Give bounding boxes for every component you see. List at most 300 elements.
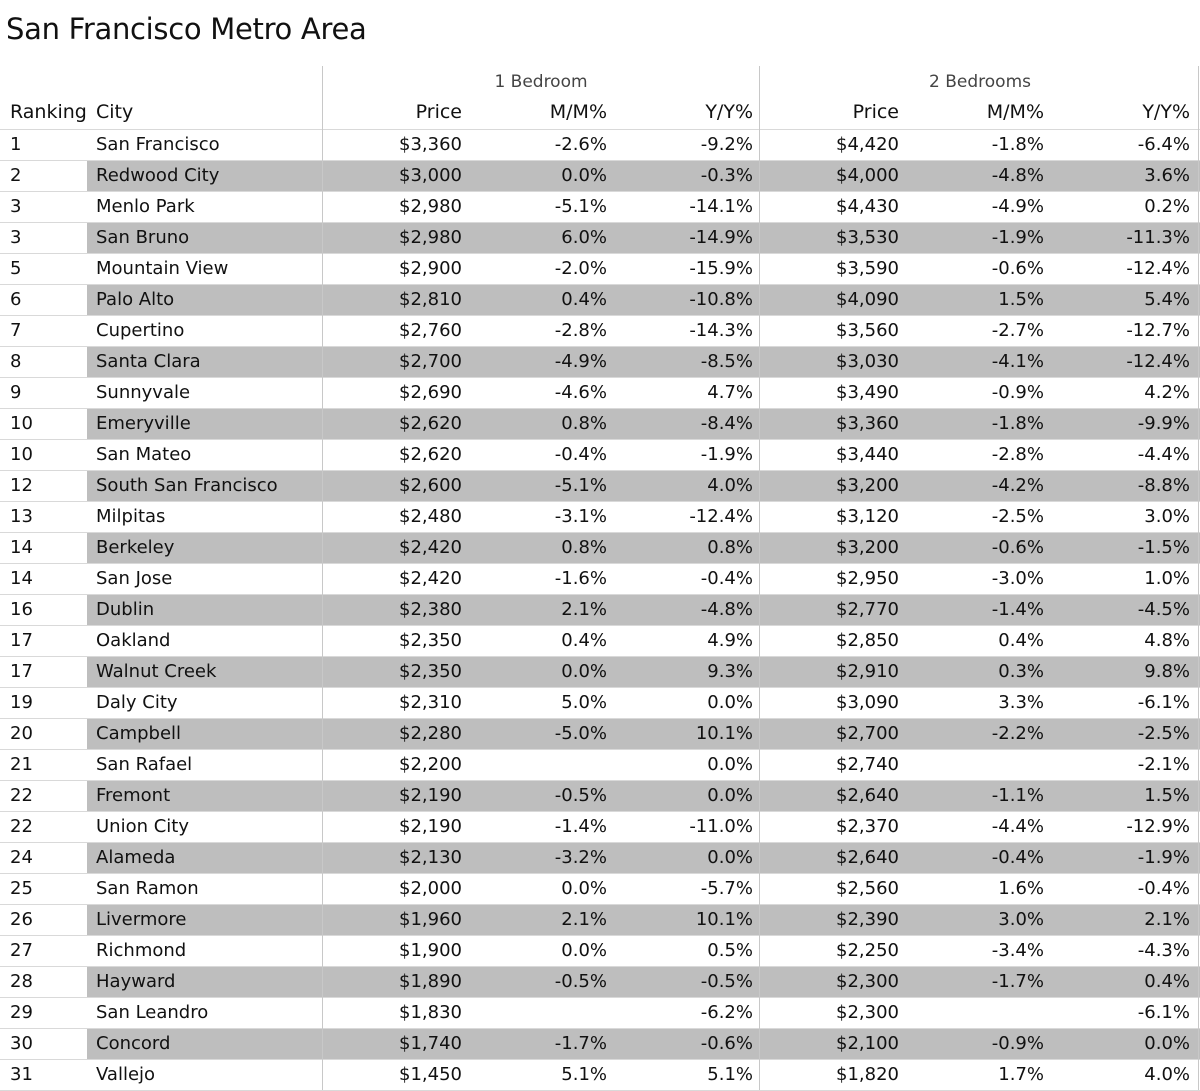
cell-city: San Leandro	[96, 1002, 209, 1023]
cell-price-2br: $2,910	[836, 661, 899, 682]
row-divider	[0, 904, 1200, 905]
cell-yy-2br: -6.4%	[1137, 134, 1190, 155]
cell-price-2br: $3,490	[836, 382, 899, 403]
cell-price-1br: $3,360	[399, 134, 462, 155]
cell-mm-1br: -0.4%	[554, 444, 607, 465]
cell-ranking: 22	[10, 816, 33, 837]
table-row	[0, 346, 1200, 377]
row-divider	[0, 780, 1200, 781]
cell-city: Alameda	[96, 847, 176, 868]
cell-mm-2br: -3.0%	[991, 568, 1044, 589]
cell-price-2br: $1,820	[836, 1064, 899, 1085]
table-row	[0, 904, 1200, 935]
column-divider	[759, 66, 760, 1090]
cell-ranking: 16	[10, 599, 33, 620]
cell-ranking: 24	[10, 847, 33, 868]
cell-ranking: 19	[10, 692, 33, 713]
cell-city: Walnut Creek	[96, 661, 217, 682]
cell-ranking: 17	[10, 630, 33, 651]
table-row	[0, 408, 1200, 439]
header-yy-1br: Y/Y%	[705, 101, 753, 123]
cell-mm-1br: -5.1%	[554, 475, 607, 496]
table-row	[0, 501, 1200, 532]
cell-ranking: 20	[10, 723, 33, 744]
cell-mm-2br: -4.1%	[991, 351, 1044, 372]
table-row	[0, 129, 1200, 160]
table-row	[0, 718, 1200, 749]
cell-yy-1br: 4.9%	[707, 630, 753, 651]
table-row	[0, 873, 1200, 904]
cell-mm-1br: -0.5%	[554, 971, 607, 992]
table-row	[0, 315, 1200, 346]
cell-price-1br: $2,000	[399, 878, 462, 899]
cell-price-2br: $3,120	[836, 506, 899, 527]
cell-city: San Mateo	[96, 444, 192, 465]
cell-mm-1br: -2.6%	[554, 134, 607, 155]
cell-yy-2br: -8.8%	[1137, 475, 1190, 496]
cell-ranking: 21	[10, 754, 33, 775]
cell-yy-1br: -12.4%	[689, 506, 753, 527]
row-divider	[0, 470, 1200, 471]
cell-mm-2br: -2.2%	[991, 723, 1044, 744]
cell-mm-2br: 3.3%	[998, 692, 1044, 713]
table-row	[0, 842, 1200, 873]
cell-yy-1br: -1.9%	[700, 444, 753, 465]
cell-price-1br: $2,420	[399, 537, 462, 558]
row-divider	[0, 315, 1200, 316]
cell-price-1br: $2,700	[399, 351, 462, 372]
cell-price-1br: $2,200	[399, 754, 462, 775]
cell-price-2br: $2,640	[836, 847, 899, 868]
cell-yy-2br: -4.5%	[1137, 599, 1190, 620]
cell-city: Emeryville	[96, 413, 191, 434]
cell-mm-2br: -0.9%	[991, 382, 1044, 403]
cell-price-2br: $2,300	[836, 1002, 899, 1023]
row-divider	[0, 656, 1200, 657]
row-divider	[0, 563, 1200, 564]
cell-mm-2br: -4.4%	[991, 816, 1044, 837]
table-row	[0, 439, 1200, 470]
cell-price-1br: $2,420	[399, 568, 462, 589]
cell-city: Sunnyvale	[96, 382, 191, 403]
table-row	[0, 749, 1200, 780]
row-divider	[0, 718, 1200, 719]
row-divider	[0, 408, 1200, 409]
cell-city: Redwood City	[96, 165, 220, 186]
cell-ranking: 12	[10, 475, 33, 496]
row-divider	[0, 1028, 1200, 1029]
cell-yy-2br: 3.0%	[1144, 506, 1190, 527]
cell-price-2br: $3,090	[836, 692, 899, 713]
cell-price-1br: $1,830	[399, 1002, 462, 1023]
cell-ranking: 6	[10, 289, 22, 310]
cell-price-2br: $3,200	[836, 475, 899, 496]
cell-mm-1br: 0.4%	[561, 630, 607, 651]
cell-ranking: 25	[10, 878, 33, 899]
cell-city: Livermore	[96, 909, 187, 930]
table-row	[0, 656, 1200, 687]
cell-yy-2br: -9.9%	[1137, 413, 1190, 434]
cell-yy-2br: -12.4%	[1126, 258, 1190, 279]
cell-price-2br: $2,390	[836, 909, 899, 930]
cell-price-2br: $2,770	[836, 599, 899, 620]
cell-city: Mountain View	[96, 258, 229, 279]
cell-price-1br: $1,890	[399, 971, 462, 992]
cell-mm-1br: 5.0%	[561, 692, 607, 713]
row-divider	[0, 284, 1200, 285]
cell-yy-1br: -8.5%	[700, 351, 753, 372]
table-row	[0, 811, 1200, 842]
row-divider	[0, 191, 1200, 192]
cell-yy-1br: -9.2%	[700, 134, 753, 155]
table-row	[0, 780, 1200, 811]
cell-yy-1br: -14.3%	[689, 320, 753, 341]
cell-yy-1br: -5.7%	[700, 878, 753, 899]
table-row	[0, 563, 1200, 594]
cell-mm-2br: -0.6%	[991, 258, 1044, 279]
cell-mm-2br: -1.9%	[991, 227, 1044, 248]
cell-yy-1br: 0.0%	[707, 754, 753, 775]
header-mm-2br: M/M%	[986, 101, 1044, 123]
cell-mm-1br: -5.1%	[554, 196, 607, 217]
cell-price-2br: $2,250	[836, 940, 899, 961]
cell-price-2br: $2,300	[836, 971, 899, 992]
cell-yy-2br: 0.2%	[1144, 196, 1190, 217]
cell-mm-2br: -0.9%	[991, 1033, 1044, 1054]
cell-ranking: 2	[10, 165, 22, 186]
cell-yy-2br: 1.5%	[1144, 785, 1190, 806]
table-row	[0, 284, 1200, 315]
cell-city: Concord	[96, 1033, 171, 1054]
cell-yy-2br: 4.0%	[1144, 1064, 1190, 1085]
table-row	[0, 377, 1200, 408]
cell-city: Fremont	[96, 785, 171, 806]
cell-price-1br: $2,350	[399, 661, 462, 682]
cell-price-2br: $3,200	[836, 537, 899, 558]
cell-mm-1br: 2.1%	[561, 909, 607, 930]
cell-price-2br: $2,560	[836, 878, 899, 899]
cell-mm-1br: -2.0%	[554, 258, 607, 279]
row-divider	[0, 997, 1200, 998]
cell-price-1br: $2,980	[399, 227, 462, 248]
cell-price-1br: $2,980	[399, 196, 462, 217]
cell-yy-2br: 2.1%	[1144, 909, 1190, 930]
cell-city: Oakland	[96, 630, 171, 651]
cell-mm-2br: 1.6%	[998, 878, 1044, 899]
cell-ranking: 14	[10, 537, 33, 558]
cell-yy-1br: -0.3%	[700, 165, 753, 186]
row-divider	[0, 842, 1200, 843]
cell-ranking: 28	[10, 971, 33, 992]
table-row	[0, 160, 1200, 191]
header-yy-2br: Y/Y%	[1142, 101, 1190, 123]
cell-mm-2br: -1.8%	[991, 413, 1044, 434]
cell-city: Hayward	[96, 971, 176, 992]
cell-city: Menlo Park	[96, 196, 195, 217]
cell-city: San Rafael	[96, 754, 193, 775]
row-divider	[0, 253, 1200, 254]
cell-city: Daly City	[96, 692, 178, 713]
table-row	[0, 625, 1200, 656]
cell-mm-1br: -4.9%	[554, 351, 607, 372]
table-row	[0, 935, 1200, 966]
cell-price-1br: $1,450	[399, 1064, 462, 1085]
row-divider	[0, 966, 1200, 967]
row-divider	[0, 160, 1200, 161]
cell-price-2br: $2,740	[836, 754, 899, 775]
cell-yy-2br: -2.5%	[1137, 723, 1190, 744]
cell-yy-2br: -2.1%	[1137, 754, 1190, 775]
cell-mm-1br: 5.1%	[561, 1064, 607, 1085]
cell-mm-2br: -2.7%	[991, 320, 1044, 341]
cell-yy-2br: 4.2%	[1144, 382, 1190, 403]
row-divider	[0, 811, 1200, 812]
cell-price-1br: $2,620	[399, 444, 462, 465]
cell-city: San Bruno	[96, 227, 190, 248]
cell-yy-2br: -0.4%	[1137, 878, 1190, 899]
cell-price-1br: $2,130	[399, 847, 462, 868]
cell-yy-1br: 9.3%	[707, 661, 753, 682]
cell-price-2br: $3,590	[836, 258, 899, 279]
cell-yy-2br: -1.9%	[1137, 847, 1190, 868]
cell-yy-1br: -0.4%	[700, 568, 753, 589]
cell-mm-2br: -3.4%	[991, 940, 1044, 961]
header-mm-1br: M/M%	[549, 101, 607, 123]
cell-yy-2br: 4.8%	[1144, 630, 1190, 651]
cell-mm-1br: 0.0%	[561, 661, 607, 682]
cell-mm-2br: -4.8%	[991, 165, 1044, 186]
cell-mm-1br: -2.8%	[554, 320, 607, 341]
cell-city: San Ramon	[96, 878, 199, 899]
cell-yy-2br: -12.7%	[1126, 320, 1190, 341]
cell-price-2br: $3,560	[836, 320, 899, 341]
cell-ranking: 5	[10, 258, 22, 279]
cell-city: Richmond	[96, 940, 187, 961]
cell-price-2br: $2,700	[836, 723, 899, 744]
cell-ranking: 3	[10, 196, 22, 217]
row-divider	[0, 439, 1200, 440]
cell-mm-1br: -1.7%	[554, 1033, 607, 1054]
cell-yy-2br: 0.0%	[1144, 1033, 1190, 1054]
cell-mm-2br: 0.4%	[998, 630, 1044, 651]
cell-mm-2br: -0.6%	[991, 537, 1044, 558]
cell-price-1br: $3,000	[399, 165, 462, 186]
table-row	[0, 253, 1200, 284]
row-divider	[0, 625, 1200, 626]
cell-city: Cupertino	[96, 320, 185, 341]
cell-city: South San Francisco	[96, 475, 278, 496]
cell-price-1br: $2,190	[399, 816, 462, 837]
row-divider	[0, 935, 1200, 936]
cell-yy-1br: -15.9%	[689, 258, 753, 279]
cell-price-1br: $2,810	[399, 289, 462, 310]
cell-city: Dublin	[96, 599, 155, 620]
row-divider	[0, 1059, 1200, 1060]
cell-ranking: 13	[10, 506, 33, 527]
cell-mm-1br: 0.4%	[561, 289, 607, 310]
header-ranking: Ranking	[10, 101, 87, 123]
cell-ranking: 14	[10, 568, 33, 589]
cell-price-2br: $2,850	[836, 630, 899, 651]
cell-yy-1br: -8.4%	[700, 413, 753, 434]
cell-yy-2br: -6.1%	[1137, 1002, 1190, 1023]
cell-yy-2br: -1.5%	[1137, 537, 1190, 558]
cell-yy-1br: -14.1%	[689, 196, 753, 217]
cell-city: San Francisco	[96, 134, 220, 155]
cell-mm-1br: -1.4%	[554, 816, 607, 837]
cell-ranking: 31	[10, 1064, 33, 1085]
cell-mm-2br: -4.9%	[991, 196, 1044, 217]
cell-price-2br: $2,100	[836, 1033, 899, 1054]
cell-price-2br: $2,640	[836, 785, 899, 806]
row-divider	[0, 222, 1200, 223]
table-row	[0, 966, 1200, 997]
cell-mm-1br: 0.8%	[561, 413, 607, 434]
cell-ranking: 9	[10, 382, 22, 403]
header-price-1br: Price	[415, 101, 462, 123]
cell-mm-2br: -2.8%	[991, 444, 1044, 465]
cell-price-1br: $2,620	[399, 413, 462, 434]
cell-yy-1br: 0.5%	[707, 940, 753, 961]
cell-mm-1br: -1.6%	[554, 568, 607, 589]
cell-price-1br: $2,310	[399, 692, 462, 713]
table-row	[0, 594, 1200, 625]
cell-price-2br: $3,530	[836, 227, 899, 248]
row-divider	[0, 377, 1200, 378]
cell-yy-2br: 1.0%	[1144, 568, 1190, 589]
cell-ranking: 7	[10, 320, 22, 341]
table-row	[0, 997, 1200, 1028]
cell-mm-2br: -1.1%	[991, 785, 1044, 806]
cell-city: Berkeley	[96, 537, 175, 558]
cell-yy-1br: 4.0%	[707, 475, 753, 496]
cell-yy-1br: 0.8%	[707, 537, 753, 558]
column-divider	[1198, 66, 1199, 1090]
cell-price-1br: $2,190	[399, 785, 462, 806]
cell-yy-2br: -4.4%	[1137, 444, 1190, 465]
row-divider	[0, 129, 1200, 130]
cell-ranking: 26	[10, 909, 33, 930]
cell-mm-1br: 2.1%	[561, 599, 607, 620]
cell-mm-2br: -1.4%	[991, 599, 1044, 620]
cell-yy-1br: -11.0%	[689, 816, 753, 837]
cell-price-2br: $3,360	[836, 413, 899, 434]
cell-ranking: 30	[10, 1033, 33, 1054]
cell-ranking: 29	[10, 1002, 33, 1023]
cell-price-1br: $2,600	[399, 475, 462, 496]
cell-mm-2br: -4.2%	[991, 475, 1044, 496]
cell-yy-2br: 3.6%	[1144, 165, 1190, 186]
cell-mm-1br: -3.2%	[554, 847, 607, 868]
table-row	[0, 532, 1200, 563]
cell-yy-2br: 9.8%	[1144, 661, 1190, 682]
cell-yy-1br: 4.7%	[707, 382, 753, 403]
cell-city: Union City	[96, 816, 190, 837]
cell-price-2br: $2,950	[836, 568, 899, 589]
cell-city: Santa Clara	[96, 351, 201, 372]
group-label-2-bedrooms: 2 Bedrooms	[929, 72, 1031, 92]
cell-yy-1br: -14.9%	[689, 227, 753, 248]
cell-yy-1br: 0.0%	[707, 785, 753, 806]
cell-city: San Jose	[96, 568, 173, 589]
cell-city: Milpitas	[96, 506, 166, 527]
cell-yy-1br: 10.1%	[695, 723, 753, 744]
cell-price-2br: $3,440	[836, 444, 899, 465]
table-row	[0, 470, 1200, 501]
cell-price-1br: $1,900	[399, 940, 462, 961]
row-divider	[0, 687, 1200, 688]
row-divider	[0, 594, 1200, 595]
cell-ranking: 10	[10, 413, 33, 434]
cell-price-1br: $1,960	[399, 909, 462, 930]
cell-mm-2br: -0.4%	[991, 847, 1044, 868]
table-row	[0, 1028, 1200, 1059]
row-divider	[0, 532, 1200, 533]
cell-yy-2br: -12.9%	[1126, 816, 1190, 837]
cell-ranking: 1	[10, 134, 22, 155]
cell-mm-1br: -3.1%	[554, 506, 607, 527]
cell-yy-2br: -11.3%	[1126, 227, 1190, 248]
table-row	[0, 191, 1200, 222]
table-row	[0, 222, 1200, 253]
cell-price-1br: $1,740	[399, 1033, 462, 1054]
cell-mm-2br: -1.7%	[991, 971, 1044, 992]
cell-city: Palo Alto	[96, 289, 175, 310]
row-divider	[0, 873, 1200, 874]
cell-ranking: 3	[10, 227, 22, 248]
cell-ranking: 27	[10, 940, 33, 961]
cell-ranking: 22	[10, 785, 33, 806]
cell-mm-1br: -5.0%	[554, 723, 607, 744]
cell-yy-2br: 0.4%	[1144, 971, 1190, 992]
cell-mm-2br: -2.5%	[991, 506, 1044, 527]
cell-yy-1br: -6.2%	[700, 1002, 753, 1023]
table-row	[0, 1059, 1200, 1090]
cell-price-1br: $2,350	[399, 630, 462, 651]
cell-ranking: 10	[10, 444, 33, 465]
cell-price-2br: $4,000	[836, 165, 899, 186]
cell-city: Campbell	[96, 723, 182, 744]
row-divider	[0, 501, 1200, 502]
header-price-2br: Price	[852, 101, 899, 123]
row-divider	[0, 749, 1200, 750]
table-title: San Francisco Metro Area	[6, 12, 367, 46]
cell-price-1br: $2,690	[399, 382, 462, 403]
cell-mm-1br: 0.8%	[561, 537, 607, 558]
cell-price-2br: $4,420	[836, 134, 899, 155]
cell-yy-2br: -12.4%	[1126, 351, 1190, 372]
cell-price-2br: $4,090	[836, 289, 899, 310]
cell-price-1br: $2,480	[399, 506, 462, 527]
cell-yy-1br: 5.1%	[707, 1064, 753, 1085]
cell-yy-2br: -4.3%	[1137, 940, 1190, 961]
cell-yy-1br: -0.5%	[700, 971, 753, 992]
cell-yy-1br: 0.0%	[707, 692, 753, 713]
cell-mm-2br: 3.0%	[998, 909, 1044, 930]
cell-mm-1br: 0.0%	[561, 940, 607, 961]
cell-price-1br: $2,380	[399, 599, 462, 620]
cell-yy-1br: -0.6%	[700, 1033, 753, 1054]
cell-mm-2br: 1.7%	[998, 1064, 1044, 1085]
header-city: City	[96, 101, 134, 123]
cell-yy-1br: -10.8%	[689, 289, 753, 310]
cell-city: Vallejo	[96, 1064, 156, 1085]
cell-mm-2br: 0.3%	[998, 661, 1044, 682]
cell-ranking: 17	[10, 661, 33, 682]
cell-price-2br: $2,370	[836, 816, 899, 837]
cell-yy-2br: 5.4%	[1144, 289, 1190, 310]
table-row	[0, 687, 1200, 718]
